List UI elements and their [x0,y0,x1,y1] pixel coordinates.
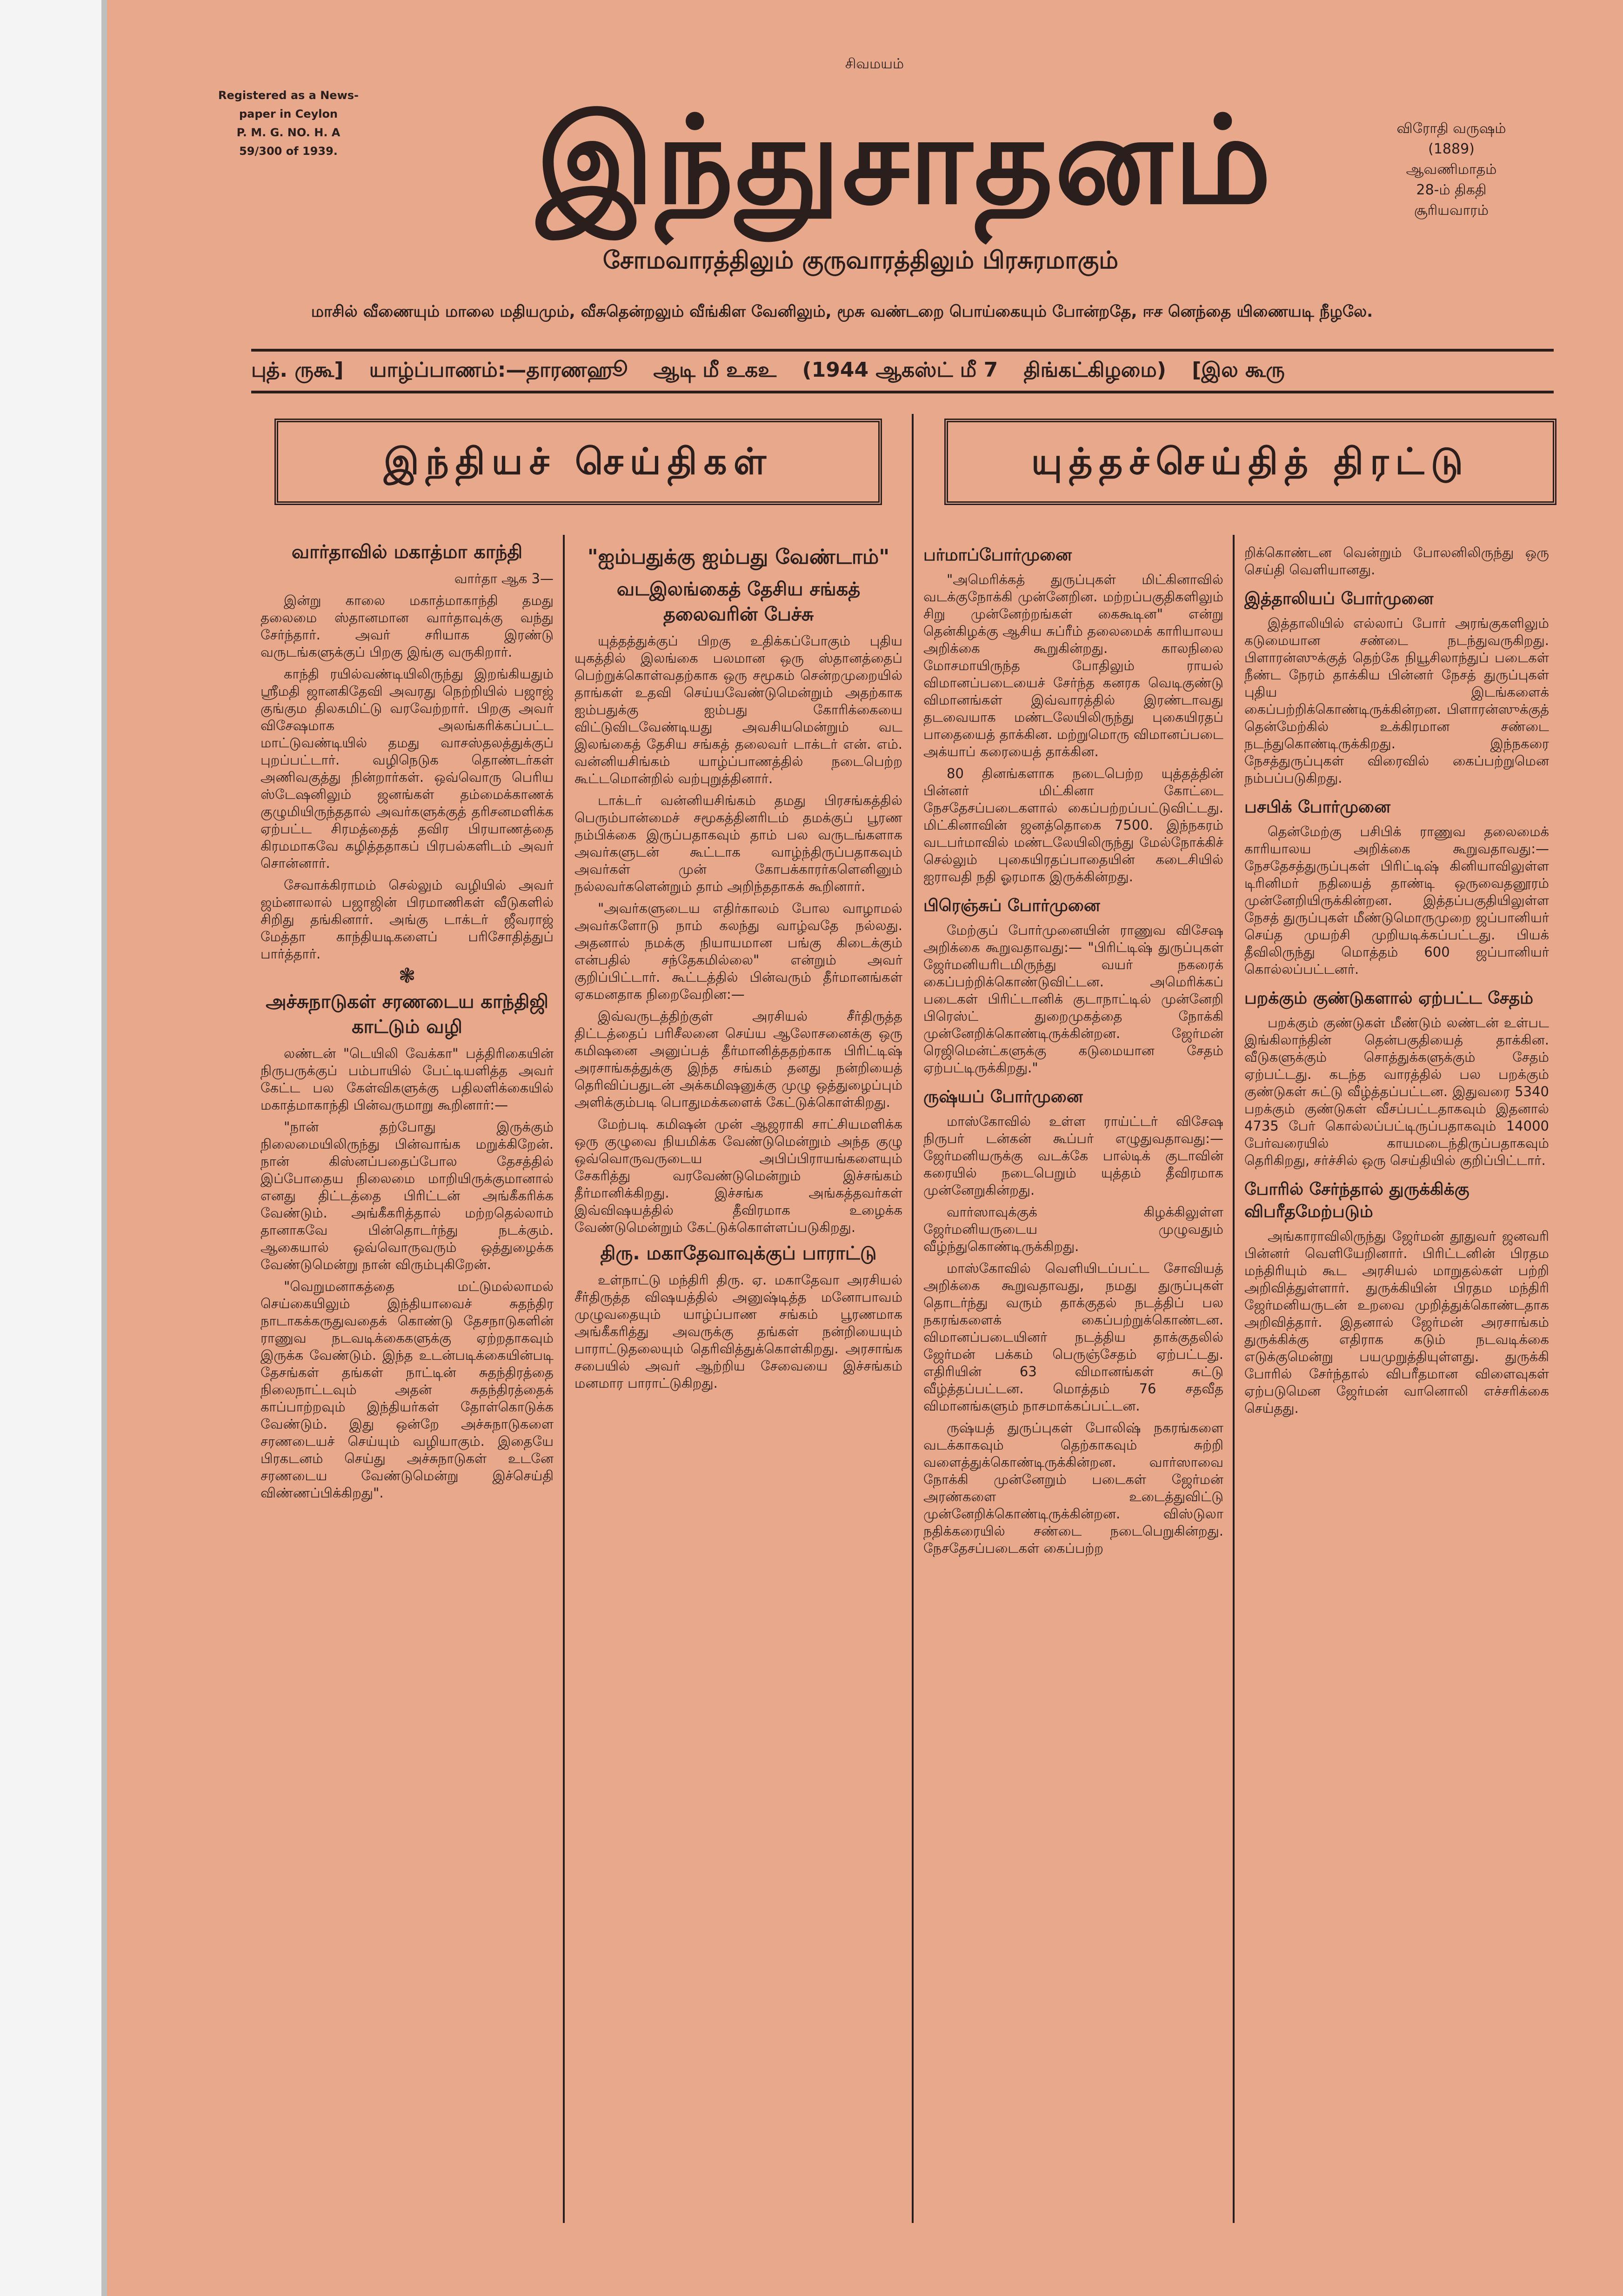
paragraph: மேற்குப் போர்முனையின் ராணுவ விசேஷ அறிக்கை கூறுவதாவது:— "பிரிட்டிஷ் துருப்புகள் ஜேர்மனியரிடமிருந்து வயர் நகரைக் கைப்பற்றிக்கொண்டுவிட்டன. அமெரிக்கப் படைகள் பிரிட்டானிக் குடாநாட்டில் முன்னேறி பிரெஸ்ட் துறைமுகத்தை நோக்கி முன்னேறிக்கொண்டிருக்கின்றன. ஜேர்மன் ரெஜிமென்ட்களுக்கு கடுமையான சேதம் ஏற்பட்டிருக்கிறது." [923,922,1223,1076]
section-banner-indian-news: இந்தியச் செய்திகள் [274,419,882,505]
paragraph: தென்மேற்கு பசிபிக் ராணுவ தலைமைக் காரியாலய அறிக்கை கூறுவதாவது:— நேசதேசத்துருப்புகள் பிரிட்டிஷ் கினியாவிலுள்ள டிரினிமர் நதியைத் தாண்டி ஒருவைதனூரம் முன்னேறியிருக்கின்றன. இத்தப்பகுதியிலுள்ள நேசத் துருப்புகள் மீண்டுமொருமுறை ஜப்பானியர் செய்த முயற்சி முறியடிக்கப்பட்டது. பியக் தீவிலிருந்து மொத்தம் 600 ஜப்பானியர் கொல்லப்பட்டனர். [1244,824,1549,977]
column-4 [1244,544,1549,2223]
headline: பசபிக் போர்முனை [1244,798,1391,817]
tamil-date: ஆடி மீ உகஉ [653,358,777,382]
paragraph: யுத்தத்துக்குப் பிறகு உதிக்கப்போகும் புதிய யுகத்தில் இலங்கை பலமான ஒரு ஸ்தானத்தைப் பெற்றுக்கொள்வதற்காக ஒரு சமூகம் சென்றமுறையில் தாங்கள் உதவி செய்யவேண்டுமென்றும் அதற்காக ஐம்பதுக்கு ஐம்பது கோரிக்கையை விட்டுவிடவேண்டியது அவசியமென்றும் வட இலங்கைத் தேசிய சங்கத் தலைவர் டாக்டர் என். எம். வன்னியசிங்கம் யாழ்ப்பாணத்தில் நடைபெற்ற கூட்டமொன்றில் வற்புறுத்தினார். [574,633,902,786]
paragraph: றிக்கொண்டன வென்றும் போலனிலிருந்து ஒரு செய்தி வெளியானது. [1244,545,1549,578]
paragraph: இன்று காலை மகாத்மாகாந்தி தமது தலைமை ஸ்தானமான வார்தாவுக்கு வந்து சேர்ந்தார். அவர் சரியாக இரண்டு வருடங்களுக்குப் பிறகு இங்கு வருகிறார். [260,592,554,660]
publication-subtitle: சோமவாரத்திலும் குருவாரத்திலும் பிரசுரமாகும் [602,246,1119,274]
place: யாழ்ப்பாணம்:—தாரணஹூ [369,358,628,382]
headline: அச்சுநாடுகள் சரணடைய காந்திஜி காட்டும் வழி [266,991,548,1038]
dateline [251,358,1554,385]
blessing: சிவமயம் [845,56,904,72]
paragraph: காந்தி ரயில்வண்டியிலிருந்து இறங்கியதும் ஸ்ரீமதி ஜானகிதேவி அவரது நெற்றியில் பஜாஜ் குங்கும திலகமிட்டு வரவேற்றார். பிறகு அவர் விசேஷமாக அலங்கரிக்கப்பட்ட மாட்டுவண்டியில் தமது வாசஸ்தலத்துக்குப் புறப்பட்டார். வழிநெடுக தொண்டர்கள் அணிவகுத்து நின்றார்கள். ஒவ்வொரு பெரிய ஸ்டேஷனிலும் ஜனங்கள் தம்மைக்காணக் குழுமியிருந்ததால் அவர்களுக்குத் தரிசனமளிக்க ஏற்பட்ட சிரமத்தைத் தவிர பிரயாணத்தை கிரமமாகவே கழித்ததாகப் பிரபல்களிடம் அவர் சொன்னார். [260,666,554,871]
column-divider [1233,535,1235,2223]
paragraph: "அவர்களுடைய எதிர்காலம் போல வாழாமல் அவர்களோடு நாம் கலந்து வாழ்வதே நல்லது. அதனால் நமக்கு நியாயமான பங்கு கிடைக்கும் என்பதில் சந்தேகமில்லை" என்றும் அவர் குறிப்பிட்டார். கூட்டத்தில் பின்வரும் தீர்மானங்கள் ஏகமனதாக நிறைவேறின:— [574,900,902,1002]
paragraph: மேற்படி கமிஷன் முன் ஆஜராகி சாட்சியமளிக்க ஒரு குழுவை நியமிக்க வேண்டுமென்றும் அந்த குழு ஒவ்வொருவருடைய அபிப்பிராயங்களையும் சேகரித்து வரவேண்டுமென்றும் இச்சங்கம் தீர்மானிக்கிறது. இச்சங்க அங்கத்தவர்கள் இவ்விஷயத்தில் தீவிரமாக உழைக்க வேண்டுமென்றும் கேட்டுக்கொள்ளப்படுகிறது. [574,1116,902,1235]
paragraph: அங்காராவிலிருந்து ஜேர்மன் தூதுவர் ஜனவரி பின்னர் வெளியேறினார். பிரிட்டனின் பிரதம மந்திரியும் கூட அரசியல் மாறுதல்கள் பற்றி அறிவித்துள்ளார். துருக்கியின் பிரதம மந்திரி ஜேர்மனியருடன் உறவை முறித்துக்கொண்டதாக அறிவித்தார். இதனால் ஜேர்மன் அரசாங்கம் துருக்கிக்கு எதிராக கடும் நடவடிக்கை எடுக்குமென்று பயமுறுத்தியுள்ளது. துருக்கி போரில் சேர்ந்தால் விபரீதமான விளைவுகள் ஏற்படுமென ஜேர்மன் வானொலி எச்சரிக்கை செய்தது. [1244,1228,1549,1416]
paragraph: "நான் தற்போது இருக்கும் நிலைமையிலிருந்து பின்வாங்க மறுக்கிறேன். நான் கிஸ்னப்பதைப்போல தேசத்தில் இப்போதைய நிலைமை மாறியிருக்குமானால் எனது திட்டத்தை பிரிட்டன் அங்கீகரிக்க வேண்டும். அங்கீகரித்தால் மற்றதெல்லாம் தானாகவே பின்தொடர்ந்து நடக்கும். ஆகையால் ஒவ்வொருவரும் ஒத்துழைக்க வேண்டுமென்று நான் விரும்புகிறேன். [260,1119,554,1272]
headline: ருஷ்யப் போர்முனை [923,1087,1083,1106]
headline: பிரெஞ்சுப் போர்முனை [923,896,1100,915]
headline: திரு. மகாதேவாவுக்குப் பாராட்டு [600,1243,877,1264]
headline: இத்தாலியப் போர்முனை [1244,589,1434,608]
headline: போரில் சேர்ந்தால் துருக்கிக்கு விபரீதமேற்படும் [1244,1180,1469,1221]
volume: புத். ருகூ] [251,358,344,382]
newspaper-title: இந்துசாதனம் [536,89,1273,231]
paragraph: "அமெரிக்கத் துருப்புகள் மிட்கினாவில் வடக்குநோக்கி முன்னேறின. மற்றப்பகுதிகளிலும் சிறு முன்னேற்றங்கள் கைகூடின" என்று தென்கிழக்கு ஆசிய சுப்ரீம் தலைமைக் காரியாலய அறிக்கை கூறுகின்றது. காலநிலை மோசமாயிருந்த போதிலும் ராயல் விமானப்படையைச் சேர்ந்த கனரக வெடிகுண்டு விமானங்கள் இவ்வாரத்தில் இரண்டாவது தடவையாக மண்டலேயிலிருந்து புகையிரதப் பாதையைத் தாக்கின. மற்றுமொரு விமானப்படை அக்யாப் கரையைத் தாக்கின. [923,572,1223,759]
issue-number: [இல கூரு [1192,358,1285,382]
registration-note [167,86,409,160]
weekday: திங்கட்கிழமை) [1023,358,1166,382]
ornament-divider: ❃ [398,964,416,988]
registration-line: P. M. G. NO. H. A [236,126,341,139]
paragraph: பறக்கும் குண்டுகள் மீண்டும் லண்டன் உள்பட இங்கிலாந்தின் தென்பகுதியைத் தாக்கின. வீடுகளுக்கும் சொத்துக்களுக்கும் சேதம் ஏற்பட்டது. கடந்த வாரத்தில் பல பறக்கும் குண்டுகள் சுட்டு வீழ்த்தப்பட்டன. இதுவரை 5340 பறக்கும் குண்டுகள் வீசப்பட்டதாகவும் இதனால் 4735 பேர் கொல்லப்பட்டிருப்பதாகவும் 14000 பேர்வரையில் காயமடைந்திருப்பதாகவும் தெரிகிறது, சர்ச்சில் ஒரு செய்தியில் குறிப்பிட்டார். [1244,1015,1549,1168]
year-line: ஆவணிமாதம் [1406,161,1497,178]
date: (1944 ஆகஸ்ட் மீ 7 [802,358,998,382]
headline: "ஐம்பதுக்கு ஐம்பது வேண்டாம்" [587,545,890,569]
headline: வார்தாவில் மகாத்மா காந்தி [291,541,523,563]
binding-margin [0,0,107,2296]
paragraph: சேவாக்கிராமம் செல்லும் வழியில் அவர் ஜம்னாலால் பஜாஜின் பிரமாணிகள் வீடுகளில் சிறிது தங்கினார். அங்கு டாக்டர் ஜீவராஜ் மேத்தா காந்தியடிகளைப் பரிசோதித்துப் பார்த்தார். [260,877,554,962]
column-divider [563,535,565,2223]
year-line: (1889) [1428,141,1475,157]
paragraph: மாஸ்கோவில் வெளியிடப்பட்ட சோவியத் அறிக்கை கூறுவதாவது, நமது துருப்புகள் தொடர்ந்து வரும் தாக்குதல் நடத்திப் பல நகரங்களைக் கைப்பற்றுக்கொண்டன. விமானப்படையினர் நடத்திய தாக்குதலில் ஜேர்மன் பக்கம் பெருஞ்சேதம் ஏற்பட்டது. எதிரியின் 63 விமானங்கள் சுட்டு வீழ்த்தப்பட்டன. மொத்தம் 76 சதவீத விமானங்களும் நாசமாக்கப்பட்டன. [923,1260,1223,1414]
motto-verse: மாசில் வீணையும் மாலை மதியமும், வீசுதென்றலும் வீங்கிள வேனிலும், மூசு வண்டறை பொய்கையும் போன்றதே, ஈச னெந்தை யிணையடி நீழலே. [311,302,1373,321]
dateline-text: வார்தா ஆக 3— [454,571,554,586]
year-line: 28-ம் திகதி சூரியவாரம் [1414,182,1489,219]
paragraph: உள்நாட்டு மந்திரி திரு. ஏ. மகாதேவா அரசியல் சீர்திருத்த விஷயத்தில் அனுஷ்டித்த மனோபாவம் முழுவதையும் யாழ்ப்பாண சங்கம் பூரணமாக அங்கீகரித்து அவருக்கு தங்கள் நன்றியையும் பாராட்டுதலையும் தெரிவித்துக்கொள்கிறது. அரசாங்க சபையில் அவர் ஆற்றிய சேவையை இச்சங்கம் மனமார பாராட்டுகிறது. [574,1272,902,1391]
paragraph: டாக்டர் வன்னியசிங்கம் தமது பிரசங்கத்தில் பெரும்பான்மைச் சமூகத்தினரிடம் தமக்குப் பூரண நம்பிக்கை இருப்பதாகவும் தாம் பல வருடங்களாக அவர்களுடன் கூட்டாக வாழ்ந்திருப்பதாகவும் அவர்கள் முன் கோபக்காரர்களெனினும் நல்லவர்களென்றும் தாம் அறிந்ததாகக் கூறினார். [574,792,902,894]
subheadline: வடஇலங்கைத் தேசிய சங்கத் தலைவரின் பேச்சு [616,579,861,625]
column-1 [260,539,554,2223]
headline: பர்மாப்போர்முனை [923,546,1072,565]
year-info [1382,119,1521,221]
paragraph: ருஷ்யத் துருப்புகள் போலிஷ் நகரங்களை வடக்காகவும் தெற்காகவும் சுற்றி வளைத்துக்கொண்டிருக்கின்றன. வார்ஸாவை நோக்கி முன்னேறும் படைகள் ஜேர்மன் அரண்களை உடைத்துவிட்டு முன்னேறிக்கொண்டிருக்கின்றன. விஸ்டுலா நதிக்கரையில் சண்டை நடைபெறுகின்றது. நேசதேசப்படைகள் கைப்பற்ற [923,1420,1223,1556]
column-3 [923,544,1223,2223]
paragraph: 80 தினங்களாக நடைபெற்ற யுத்தத்தின் பின்னர் மிட்கினா கோட்டை நேசதேசப்படைகளால் கைப்பற்றப்பட்டுவிட்டது. மிட்கினாவின் ஜனத்தொகை 7500. இந்நகரம் வடபர்மாவில் மண்டலேயிலிருந்து மேல்நோக்கிச் செல்லும் புகையிரதப்பாதையின் கடைசியில் ஐராவதி நதி ஓரமாக இருக்கின்றது. [923,765,1223,885]
paragraph: இவ்வருடத்திற்குள் அரசியல் சீர்திருத்த திட்டத்தைப் பரிசீலனை செய்ய ஆலோசனைக்கு ஒரு கமிஷனை அனுப்பத் தீர்மானித்ததற்காக பிரிட்டிஷ் அரசாங்கத்துக்கு இந்த சங்கம் தனது நன்றியைத் தெரிவிப்பதுடன் அக்கமிஷனுக்கு முழு ஒத்துழைப்பும் அளிக்கும்படி பொதுமக்களைக் கேட்டுக்கொள்கிறது. [574,1008,902,1110]
registration-line: 59/300 of 1939. [239,145,338,158]
column-2 [574,544,902,2223]
column-divider [912,414,914,2223]
bottom-rule [251,391,1554,393]
section-banner-war-news: யுத்தச்செய்தித் திரட்டு [944,419,1556,505]
year-line: விரோதி வருஷம் [1396,120,1506,137]
paragraph: மாஸ்கோவில் உள்ள ராய்ட்டர் விசேஷ நிருபர் டன்கன் கூப்பர் எழுதுவதாவது:— ஜேர்மனியருக்கு வடக்கே பால்டிக் குடாவின் கரையில் நடைபெறும் யுத்தம் தீவிரமாக முன்னேறுகின்றது. [923,1113,1223,1198]
paragraph: "வெறுமனாகத்தை மட்டுமல்லாமல் செய்கையிலும் இந்தியாவைச் சுதந்திர நாடாகக்கருதுவதைக் கொண்டு தேசநாடுகளின் ராணுவ நடவடிக்கைகளுக்கு ஏற்றதாகவும் இருக்க வேண்டும். இந்த உடன்படிக்கையின்படி தேசங்கள் தங்கள் நாட்டின் சுதந்திரத்தை நிலைநாட்டவும் அதன் சுதந்திரத்தைக் காப்பாற்றவும் இந்தியர்கள் தோள்கொடுக்க வேண்டும். இது ஒன்றே அச்சுநாடுகளை சரணடையச் செய்யும் வழியாகும். இதையே பிரகடனம் செய்து அச்சுநாடுகள் உடனே சரணடைய வேண்டுமென்று இச்செய்தி விண்ணப்பிக்கிறது". [260,1278,554,1501]
top-rule [251,349,1554,352]
headline: பறக்கும் குண்டுகளால் ஏற்பட்ட சேதம் [1244,989,1534,1008]
registration-line: Registered as a News- [218,89,359,102]
registration-line: paper in Ceylon [239,107,338,120]
paragraph: லண்டன் "டெயிலி வேக்கா" பத்திரிகையின் நிருபருக்குப் பம்பாயில் பேட்டியளித்த அவர் கேட்ட பல கேள்விகளுக்கு பதிலளிக்கையில் மகாத்மாகாந்தி பின்வருமாறு கூறினார்:— [260,1045,554,1113]
paragraph: வார்ஸாவுக்குக் கிழக்கிலுள்ள ஜேர்மனியருடைய முழுவதும் வீழ்ந்துகொண்டிருக்கிறது. [923,1204,1223,1254]
paragraph: இத்தாலியில் எல்லாப் போர் அரங்குகளிலும் கடுமையான சண்டை நடந்துவருகிறது. பிளாரன்ஸுக்குத் தெற்கே நியூசிலாந்துப் படைகள் நீண்ட நேரம் தாக்கிய பின்னர் நேசத் துருப்புகள் புதிய இடங்களைக் கைப்பற்றிக்கொண்டிருக்கின்றன. பிளாரன்ஸுக்குத் தென்மேற்கில் உக்கிரமான சண்டை நடந்துகொண்டிருக்கிறது. இந்நகரை நேசத்துருப்புகள் விரைவில் கைப்பற்றுமென நம்பப்படுகிறது. [1244,615,1549,786]
